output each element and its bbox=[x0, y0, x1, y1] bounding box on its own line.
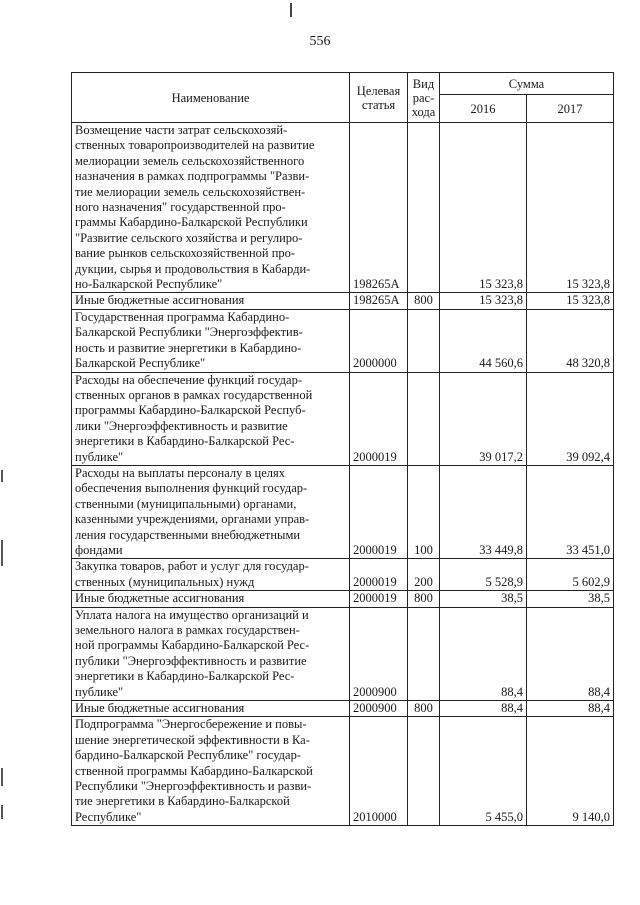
row-value-2017: 39 092,4 bbox=[527, 372, 614, 465]
row-code: 2000019 bbox=[350, 591, 408, 607]
row-name-line: фондами bbox=[75, 542, 123, 557]
row-value-2017: 5 602,9 bbox=[527, 559, 614, 591]
row-name bbox=[72, 465, 350, 558]
row-name-line: Возмещение части затрат сельскохозяй- bbox=[75, 123, 288, 137]
table-row bbox=[72, 123, 614, 293]
row-value-2016: 88,4 bbox=[440, 701, 527, 717]
row-code: 2010000 bbox=[350, 717, 408, 826]
row-name bbox=[72, 309, 350, 372]
row-name-line: Балкарской Республике" bbox=[75, 356, 206, 371]
row-name-line: Расходы на выплаты персоналу в целях bbox=[75, 465, 285, 480]
row-expense-type bbox=[408, 309, 440, 372]
table-row bbox=[72, 465, 614, 558]
row-value-2017: 48 320,8 bbox=[527, 309, 614, 372]
row-expense-type bbox=[408, 717, 440, 826]
row-code: 198265А bbox=[350, 123, 408, 293]
row-name-line: ственной программы Кабардино-Балкарской bbox=[75, 763, 313, 778]
row-code: 2000900 bbox=[350, 701, 408, 717]
row-value-2016: 5 455,0 bbox=[440, 717, 527, 826]
row-name-line: Иные бюджетные ассигнования bbox=[75, 591, 245, 606]
row-value-2017: 88,4 bbox=[527, 701, 614, 717]
row-name bbox=[72, 293, 350, 309]
header-sum: Сумма bbox=[440, 73, 614, 95]
row-name bbox=[72, 701, 350, 717]
row-name-line: публики "Энергоэффективность и развитие bbox=[75, 653, 307, 668]
row-value-2017: 38,5 bbox=[527, 591, 614, 607]
row-name bbox=[72, 607, 350, 700]
table-row bbox=[72, 372, 614, 465]
row-code: 2000019 bbox=[350, 372, 408, 465]
table-row bbox=[72, 717, 614, 826]
row-name-line: вание рынков сельскохозяйственной про- bbox=[75, 246, 296, 261]
row-name-line: Расходы на обеспечение функций государ- bbox=[75, 372, 302, 387]
table-row bbox=[72, 559, 614, 591]
table-row bbox=[72, 701, 614, 717]
row-name-line: Иные бюджетные ассигнования bbox=[75, 701, 245, 716]
row-name-line: публике" bbox=[75, 684, 124, 699]
row-name-line: энергетики в Кабардино-Балкарской Рес- bbox=[75, 434, 295, 449]
row-value-2016: 15 323,8 bbox=[440, 123, 527, 293]
row-value-2016: 33 449,8 bbox=[440, 465, 527, 558]
row-value-2017: 15 323,8 bbox=[527, 123, 614, 293]
row-name-line: программы Кабардино-Балкарской Респуб- bbox=[75, 403, 306, 418]
row-name bbox=[72, 591, 350, 607]
row-name-line: ность и развитие энергетики в Кабардино- bbox=[75, 340, 302, 355]
table-row bbox=[72, 293, 614, 309]
row-expense-type: 800 bbox=[408, 591, 440, 607]
row-name-line: тие энергетики в Кабардино-Балкарской bbox=[75, 794, 290, 809]
row-name bbox=[72, 559, 350, 591]
row-name-line: лики "Энергоэффективность и развитие bbox=[75, 418, 288, 433]
row-name-line: бардино-Балкарской Республике" государ- bbox=[75, 748, 301, 763]
row-name-line: тие мелиорации земель сельскохозяйствен- bbox=[75, 184, 306, 199]
row-value-2017: 9 140,0 bbox=[527, 717, 614, 826]
row-name-line: но-Балкарской Республике" bbox=[75, 277, 223, 292]
header-name: Наименование bbox=[72, 73, 350, 123]
row-expense-type: 200 bbox=[408, 559, 440, 591]
row-name-line: Государственная программа Кабардино- bbox=[75, 309, 290, 324]
header-expense-type: Вид рас-хода bbox=[408, 73, 440, 123]
table-row bbox=[72, 591, 614, 607]
row-code: 2000900 bbox=[350, 607, 408, 700]
row-name-line: публике" bbox=[75, 449, 124, 464]
row-expense-type bbox=[408, 607, 440, 700]
row-expense-type bbox=[408, 123, 440, 293]
header-year-2017: 2017 bbox=[527, 95, 614, 123]
table-row bbox=[72, 309, 614, 372]
row-code: 198265А bbox=[350, 293, 408, 309]
row-name bbox=[72, 717, 350, 826]
row-name-line: ления государственными внебюджетными bbox=[75, 527, 301, 542]
row-name-line: Закупка товаров, работ и услуг для государ- bbox=[75, 559, 309, 574]
row-name-line: "Развитие сельского хозяйства и регулиро- bbox=[75, 230, 303, 245]
row-name-line: Республике" bbox=[75, 809, 142, 824]
row-name-line: Подпрограмма "Энергосбережение и повы- bbox=[75, 717, 307, 732]
row-expense-type: 800 bbox=[408, 701, 440, 717]
row-value-2017: 15 323,8 bbox=[527, 293, 614, 309]
table-row bbox=[72, 607, 614, 700]
row-code: 2000019 bbox=[350, 465, 408, 558]
row-name-line: ственных товаропроизводителей на развитие bbox=[75, 138, 315, 153]
row-name-line: энергетики в Кабардино-Балкарской Рес- bbox=[75, 669, 295, 684]
header-target-article: Целевая статья bbox=[350, 73, 408, 123]
row-expense-type: 100 bbox=[408, 465, 440, 558]
row-name-line: мелиорации земель сельскохозяйственного bbox=[75, 153, 305, 168]
row-value-2017: 33 451,0 bbox=[527, 465, 614, 558]
row-name-line: Республики "Энергоэффективность и разви- bbox=[75, 779, 312, 794]
row-value-2016: 5 528,9 bbox=[440, 559, 527, 591]
row-code: 2000000 bbox=[350, 309, 408, 372]
row-name-line: Иные бюджетные ассигнования bbox=[75, 293, 245, 308]
row-name-line: земельного налога в рамках государствен- bbox=[75, 623, 300, 637]
row-name-line: ственных (муниципальных) нужд bbox=[75, 574, 255, 589]
row-name-line: казенными учреждениями, органами управ- bbox=[75, 512, 310, 527]
row-value-2016: 15 323,8 bbox=[440, 293, 527, 309]
row-value-2016: 44 560,6 bbox=[440, 309, 527, 372]
row-value-2016: 39 017,2 bbox=[440, 372, 527, 465]
row-value-2016: 38,5 bbox=[440, 591, 527, 607]
scan-mark bbox=[290, 3, 292, 17]
row-code: 2000019 bbox=[350, 559, 408, 591]
row-name-line: ственными (муниципальными) органами, bbox=[75, 496, 297, 511]
row-name-line: Балкарской Республики "Энергоэффектив- bbox=[75, 325, 303, 340]
row-name-line: назначения в рамках подпрограммы "Разви- bbox=[75, 169, 310, 184]
row-name bbox=[72, 372, 350, 465]
row-name bbox=[72, 123, 350, 293]
budget-table bbox=[71, 72, 614, 826]
row-name-line: граммы Кабардино-Балкарской Республики bbox=[75, 215, 308, 230]
row-value-2017: 88,4 bbox=[527, 607, 614, 700]
row-name-line: ственных органов в рамках государственной bbox=[75, 387, 313, 402]
row-expense-type: 800 bbox=[408, 293, 440, 309]
row-name-line: обеспечения выполнения функций государ- bbox=[75, 481, 308, 496]
row-value-2016: 88,4 bbox=[440, 607, 527, 700]
row-name-line: Уплата налога на имущество организаций и bbox=[75, 607, 309, 622]
row-name-line: ного назначения" государственной про- bbox=[75, 200, 286, 215]
row-name-line: дукции, сырья и продовольствия в Кабарди- bbox=[75, 261, 311, 276]
row-name-line: шение энергетической эффективности в Ка- bbox=[75, 732, 310, 747]
header-year-2016: 2016 bbox=[440, 95, 527, 123]
row-expense-type bbox=[408, 372, 440, 465]
page-number: 556 bbox=[309, 34, 331, 49]
row-name-line: ной программы Кабардино-Балкарской Рес- bbox=[75, 638, 310, 653]
